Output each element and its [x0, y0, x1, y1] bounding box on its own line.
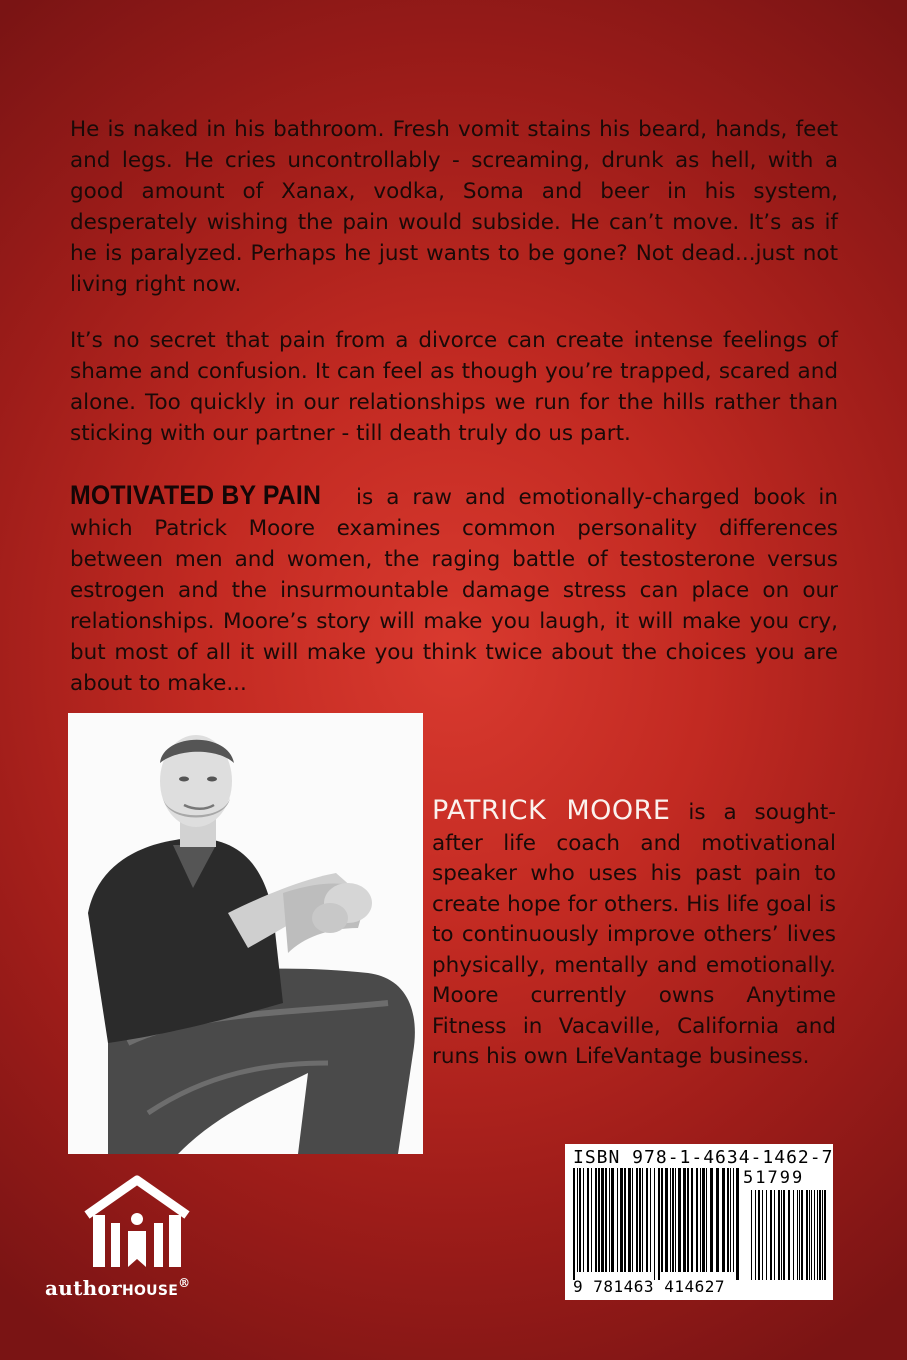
author-name: PATRICK MOORE	[432, 795, 671, 826]
barcode-bar	[722, 1168, 725, 1272]
barcode-bar	[702, 1168, 705, 1272]
publisher-name: authorHOUSE®	[45, 1276, 191, 1300]
author-bio-text: is a sought-after life coach and motivational speaker who uses his past pain to create hope for others. His life goal is to continuously improve others’ lives physically, mentally and emotionally. Moore currently owns Anytime Fitness in Vacaville, California and runs his own LifeVantage business.	[432, 800, 837, 1069]
barcode-bar	[706, 1168, 707, 1272]
author-bio	[432, 796, 836, 1073]
barcode-bar	[583, 1168, 584, 1272]
barcode-bar	[636, 1168, 638, 1272]
barcode-bar	[605, 1168, 607, 1272]
addon-bar	[778, 1190, 780, 1280]
authorhouse-logo	[45, 1175, 245, 1305]
blurb-paragraph-2: It’s no secret that pain from a divorce can create intense feelings of shame and confusion. It can feel as though you’re trapped, scared and alone. Too quickly in our relationships we run for the hills rather than sticking with our partner - till death truly do us part.	[70, 328, 838, 446]
addon-bar	[819, 1190, 821, 1280]
addon-bar	[809, 1190, 810, 1280]
barcode-bar	[716, 1168, 719, 1272]
barcode-bar	[577, 1168, 578, 1272]
barcode-bar	[710, 1168, 713, 1272]
barcode-bar	[591, 1168, 592, 1272]
barcode-bar	[665, 1168, 668, 1272]
isbn-barcode	[565, 1144, 833, 1300]
blurb-paragraph-3-text: is a raw and emotionally-charged book in which Patrick Moore examines common personality differences between men and women, the raging battle of testosterone versus estrogen and the insurmountable damage stress can place on our relationships. Moore’s story will make you laugh, it will make you cry, but most of all it will make you think twice about the choices you are about to make...	[70, 485, 838, 696]
barcode-bar	[579, 1168, 581, 1272]
barcode-bar	[595, 1168, 597, 1272]
addon-bar	[774, 1190, 775, 1280]
barcode-bar	[661, 1168, 663, 1272]
barcode-bar	[573, 1168, 575, 1280]
blurb-paragraph-1: He is naked in his bathroom. Fresh vomit stains his beard, hands, feet and legs. He cries uncontrollably - screaming, drunk as hell, with a good amount of Xanax, vodka, Soma and beer in his system, desperately wishing the pain would subside. He can’t move. It’s as if he is paralyzed. Perhaps he just wants to be gone? Not dead...just not living right now.	[70, 117, 838, 297]
barcode-bar	[733, 1168, 734, 1272]
addon-bar	[822, 1190, 823, 1280]
barcode-bar	[736, 1168, 739, 1280]
barcode-bar	[675, 1168, 676, 1272]
barcode-bar	[609, 1168, 610, 1272]
addon-bar	[781, 1190, 782, 1280]
addon-bar	[766, 1190, 767, 1280]
barcode-bar	[617, 1168, 618, 1272]
addon-bar	[814, 1190, 815, 1280]
addon-bar	[762, 1190, 763, 1280]
book-title: MOTIVATED BY PAIN	[70, 480, 322, 510]
ean-digits: 9 781463 414627	[573, 1277, 725, 1296]
addon-bar	[799, 1190, 800, 1280]
barcode-bar	[620, 1168, 623, 1272]
blurb-paragraph-3	[70, 480, 838, 699]
addon-bar	[797, 1190, 798, 1280]
barcode-bar	[650, 1168, 651, 1272]
isbn-number: ISBN 978-1-4634-1462-7	[573, 1147, 834, 1168]
addon-bar	[758, 1190, 760, 1280]
addon-bar	[770, 1190, 772, 1280]
barcode-bar	[624, 1168, 626, 1272]
barcode-bar	[730, 1168, 731, 1272]
barcode-bar	[598, 1168, 600, 1272]
barcode-bar	[658, 1168, 660, 1280]
addon-bar	[801, 1190, 803, 1280]
barcode-bar	[639, 1168, 641, 1272]
barcode-bar	[678, 1168, 681, 1272]
barcode-bar	[691, 1168, 693, 1272]
barcode-bar	[611, 1168, 614, 1272]
barcode-bar	[632, 1168, 633, 1272]
author-photo	[68, 713, 423, 1154]
barcode-bar	[628, 1168, 631, 1272]
barcode-bar	[696, 1168, 698, 1272]
addon-bar	[783, 1190, 785, 1280]
barcode-bar	[700, 1168, 701, 1272]
house-icon	[77, 1175, 197, 1275]
barcode-bar	[683, 1168, 686, 1272]
barcode-bar	[670, 1168, 671, 1272]
addon-bar	[824, 1190, 826, 1280]
addon-bar	[793, 1190, 794, 1280]
barcode-bar	[687, 1168, 689, 1272]
barcode-bar	[672, 1168, 674, 1272]
addon-bar	[788, 1190, 790, 1280]
barcode-bar	[642, 1168, 643, 1272]
price-code: 51799	[743, 1168, 805, 1188]
addon-bar	[806, 1190, 808, 1280]
barcode-bar	[601, 1168, 604, 1272]
barcode-bars	[571, 1168, 829, 1280]
addon-bar	[811, 1190, 812, 1280]
barcode-bar	[727, 1168, 729, 1272]
addon-bar	[755, 1190, 756, 1280]
barcode-bar	[587, 1168, 589, 1272]
addon-bar	[751, 1190, 752, 1280]
addon-bar	[817, 1190, 818, 1280]
barcode-bar	[654, 1168, 655, 1280]
barcode-bar	[646, 1168, 648, 1272]
